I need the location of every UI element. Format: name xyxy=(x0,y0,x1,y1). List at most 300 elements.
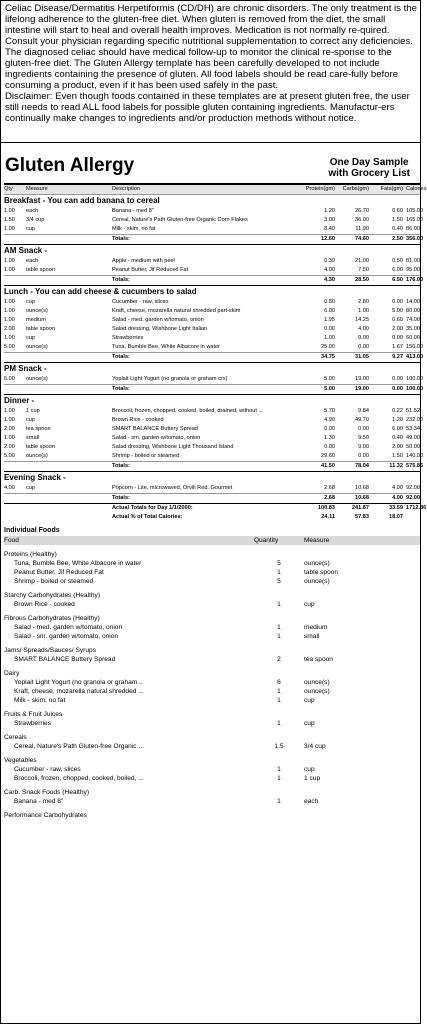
item-fats: 6.00 xyxy=(392,426,403,432)
meal-item-row xyxy=(4,375,424,384)
totals-label: Totals: xyxy=(112,463,130,469)
totals-label: Totals: xyxy=(112,354,130,360)
item-protein: 0.00 xyxy=(324,444,335,450)
item-protein: 25.00 xyxy=(321,344,335,350)
item-measure: table spoon xyxy=(26,326,55,332)
item-fats: 1.20 xyxy=(392,417,403,423)
item-calories: 100.00 xyxy=(406,376,424,382)
food-quantity: 1 xyxy=(277,688,281,695)
col-fats: Fats(gm) xyxy=(380,186,403,192)
item-fats: 0.60 xyxy=(392,208,403,214)
totals-label: Totals: xyxy=(112,495,130,501)
spacer xyxy=(26,276,112,285)
food-item-row xyxy=(4,632,420,641)
meal-item-row xyxy=(4,443,420,452)
total-calories: 575.86 xyxy=(406,463,424,469)
food-quantity: 6 xyxy=(277,679,281,686)
item-qty: 1.00 xyxy=(4,299,15,305)
item-carbs: 4.00 xyxy=(358,326,369,332)
item-description: Brown Rice - cooked xyxy=(112,417,164,423)
item-qty: 1.00 xyxy=(4,435,15,441)
total-carbs: 28.50 xyxy=(355,277,369,283)
food-name: Kraft, cheese, mozarella natural shredded ... xyxy=(14,688,144,695)
item-calories: 95.00 xyxy=(406,267,420,273)
item-calories: 80.00 xyxy=(406,308,420,314)
meal-item-row xyxy=(4,307,420,316)
item-measure: medium xyxy=(26,317,46,323)
food-category: Cereals xyxy=(4,734,27,741)
item-calories: 232.00 xyxy=(406,417,424,423)
meal-section xyxy=(4,195,424,245)
food-measure: cup xyxy=(304,720,315,727)
quantity-col: Quantity xyxy=(254,537,279,544)
total-protein: 12.60 xyxy=(321,236,335,242)
food-quantity: 5 xyxy=(277,578,281,585)
percent-carbs: 57.83 xyxy=(355,514,369,520)
item-protein: 1.95 xyxy=(324,317,335,323)
item-qty: 1.00 xyxy=(4,267,15,273)
item-qty: 6.00 xyxy=(4,376,15,382)
food-item-row xyxy=(4,742,420,751)
item-carbs: 26.70 xyxy=(355,208,369,214)
percent-fats: 18.07 xyxy=(389,514,403,520)
item-description: Shrimp - boiled or steamed xyxy=(112,453,180,459)
item-protein: 5.00 xyxy=(324,376,335,382)
item-description: Apple - medium with peel xyxy=(112,258,175,264)
intro-paragraph: Celiac Disease/Dermatitis Herpetiformis (CD/DH) are chronic disorders. The only treatment is the lifelong adherence to the gluten-free diet. When gluten is removed from the diet, the small intestine will start to heal and overall health improves. Medication is not normally re-quired. Consult your physician regarding specific nutritional supplementation to correct any deficiencies. The diagnosed celiac should have medical follow-up to monitor the clinical re-sponse to the gluten-free diet. The Gluten Allergy template has been carefully developed to not include ingredients containing the presence of gluten. All food labels should be read care-fully before consuming a product, even if it has been used safely in the past. xyxy=(5,3,417,91)
item-measure: cup xyxy=(26,485,36,491)
food-measure: ounce(s) xyxy=(304,578,330,585)
food-quantity: 1 xyxy=(277,720,281,727)
total-carbs: 31.05 xyxy=(355,354,369,360)
meal-title: Lunch - You can add cheese & cucumbers to salad xyxy=(4,287,197,296)
item-measure: cup xyxy=(26,335,36,341)
food-measure: cup xyxy=(304,766,315,773)
item-calories: 150.00 xyxy=(406,344,424,350)
food-measure: ounce(s) xyxy=(304,679,330,686)
food-col: Food xyxy=(4,537,19,544)
item-description: Salad - sm. garden w/tomato, onion xyxy=(112,435,201,441)
item-carbs: 9.00 xyxy=(358,335,369,341)
food-category: Proteins (Healthy) xyxy=(4,551,57,558)
meal-title: Dinner - xyxy=(4,396,35,405)
percent-calories-row xyxy=(4,513,420,522)
item-measure: table spoon xyxy=(26,444,55,450)
food-quantity: 2 xyxy=(277,656,281,663)
item-carbs: 0.00 xyxy=(358,453,369,459)
food-item-row xyxy=(4,719,420,728)
meal-section xyxy=(4,286,424,363)
item-measure: ounce(s) xyxy=(26,308,48,314)
item-fats: 0.50 xyxy=(392,258,403,264)
meal-totals-row xyxy=(4,493,420,503)
item-carbs: 9.84 xyxy=(358,408,369,414)
food-quantity: 1 xyxy=(277,775,281,782)
food-measure: tea spoon xyxy=(304,656,333,663)
item-fats: 2.00 xyxy=(392,326,403,332)
percent-calories-label: Actual % of Total Calories: xyxy=(112,514,183,520)
total-carbs: 10.68 xyxy=(355,495,369,501)
individual-foods-header xyxy=(4,536,420,545)
total-protein: 4.30 xyxy=(324,277,335,283)
meal-totals-row xyxy=(4,461,424,471)
food-name: Cereal, Nature's Path Gluten-free Organic ... xyxy=(14,743,144,750)
spacer xyxy=(4,385,26,394)
item-carbs: 36.00 xyxy=(355,217,369,223)
totals-label: Totals: xyxy=(112,386,130,392)
col-description: Description xyxy=(112,186,140,192)
total-protein: 2.68 xyxy=(324,495,335,501)
spacer xyxy=(4,462,26,471)
meal-item-row xyxy=(4,452,424,461)
food-quantity: 1 xyxy=(277,601,281,608)
item-protein: 1.00 xyxy=(324,335,335,341)
item-description: SMART BALANCE Buttery Spread xyxy=(112,426,198,432)
food-category: Fruits & Fruit Juices xyxy=(4,711,63,718)
food-quantity: 1 xyxy=(277,766,281,773)
item-description: Strawberries xyxy=(112,335,144,341)
meal-title: PM Snack - xyxy=(4,364,47,373)
food-item-row xyxy=(4,559,420,568)
col-carbs: Carbs(gm) xyxy=(342,186,369,192)
diet-sheet xyxy=(1,143,427,820)
meal-item-row xyxy=(4,298,420,307)
total-fats: 2.50 xyxy=(392,236,403,242)
item-fats: 2.00 xyxy=(392,444,403,450)
item-measure: cup xyxy=(26,299,36,305)
item-measure: ounce(s) xyxy=(26,376,48,382)
item-description: Milk - skim, no fat xyxy=(112,226,156,232)
item-description: Tuna, Bumble Bee, White Albacore in water xyxy=(112,344,220,350)
item-carbs: 10.68 xyxy=(355,485,369,491)
food-name: Shrimp - boiled or steamed xyxy=(14,578,94,585)
item-fats: 1.67 xyxy=(392,344,403,350)
food-measure: ounce(s) xyxy=(304,688,330,695)
meal-section xyxy=(4,245,424,286)
item-description: Salad - med. garden w/tomato, onion xyxy=(112,317,204,323)
food-category: Performance Carbohydrates xyxy=(4,812,87,819)
item-description: Peanut Butter, Jif Reduced Fat xyxy=(112,267,189,273)
col-qty: Qty xyxy=(4,186,13,192)
item-fats: 0.00 xyxy=(392,335,403,341)
item-calories: 49.00 xyxy=(406,435,420,441)
food-measure: table spoon xyxy=(304,569,339,576)
meal-item-row xyxy=(4,343,424,352)
food-category: Vegetables xyxy=(4,757,37,764)
food-quantity: 5 xyxy=(277,560,281,567)
meal-section xyxy=(4,395,424,472)
col-measure: Measure xyxy=(26,186,48,192)
food-item-row xyxy=(4,678,420,687)
food-name: Tuna, Bumble Bee, White Albacore in water xyxy=(14,560,142,567)
food-measure: 3/4 cup xyxy=(304,743,326,750)
item-qty: 1.00 xyxy=(4,226,15,232)
intro-text xyxy=(1,1,420,143)
food-item-row xyxy=(4,765,420,774)
meal-title: AM Snack - xyxy=(4,246,48,255)
total-protein: 5.00 xyxy=(324,386,335,392)
day-fats: 33.59 xyxy=(389,505,403,511)
item-protein: 6.00 xyxy=(324,308,335,314)
item-protein: 0.30 xyxy=(324,258,335,264)
item-carbs: 9.00 xyxy=(358,444,369,450)
total-carbs: 78.04 xyxy=(355,463,369,469)
spacer xyxy=(4,494,26,503)
item-fats: 0.00 xyxy=(392,376,403,382)
item-carbs: 0.00 xyxy=(358,426,369,432)
item-measure: 1 cup xyxy=(26,408,40,414)
total-calories: 100.00 xyxy=(406,386,424,392)
spacer xyxy=(4,235,26,244)
item-carbs: 11.90 xyxy=(355,226,369,232)
item-calories: 92.00 xyxy=(406,485,420,491)
item-carbs: 14.25 xyxy=(355,317,369,323)
item-calories: 51.52 xyxy=(406,408,420,414)
total-fats: 4.00 xyxy=(392,495,403,501)
item-fats: 0.40 xyxy=(392,226,403,232)
subtitle xyxy=(328,157,410,179)
page-title: Gluten Allergy xyxy=(5,155,135,176)
item-measure: 3/4 cup xyxy=(26,217,45,223)
item-protein: 5.70 xyxy=(324,408,335,414)
item-protein: 4.90 xyxy=(324,417,335,423)
item-description: Kraft, cheese, mozarella natural shredded part-skim xyxy=(112,308,241,314)
food-item-row xyxy=(4,797,420,806)
food-item-row xyxy=(4,623,420,632)
item-protein: 3.00 xyxy=(324,217,335,223)
item-qty: 2.00 xyxy=(4,426,15,432)
item-calories: 86.00 xyxy=(406,226,420,232)
col-protein: Protein(gm) xyxy=(305,186,335,192)
disclaimer-paragraph: Disclaimer: Even though foods contained in these templates are at present gluten free, the user still needs to read ALL food labels for possible gluten containing ingredients. Manufactur-ers continually make changes to ingredients and/or production methods without notice. xyxy=(5,91,410,124)
meal-title: Evening Snack - xyxy=(4,473,66,482)
item-qty: 1.50 xyxy=(4,217,15,223)
meal-item-row xyxy=(4,425,420,434)
food-name: Yoplait Light Yogurt (no granola or graham... xyxy=(14,679,143,686)
item-qty: 4.00 xyxy=(4,485,15,491)
food-item-row xyxy=(4,774,420,783)
food-name: Salad - med. garden w/tomato, onion xyxy=(14,624,123,631)
meal-item-row xyxy=(4,325,420,334)
total-fats: 6.50 xyxy=(392,277,403,283)
item-description: Cereal, Nature's Path Gluten-free Organic Corn Flakes xyxy=(112,217,248,223)
item-carbs: 9.50 xyxy=(358,435,369,441)
item-qty: 1.00 xyxy=(4,408,15,414)
food-name: Peanut Butter, Jif Reduced Fat xyxy=(14,569,104,576)
item-fats: 0.40 xyxy=(392,435,403,441)
title-bar xyxy=(4,143,420,185)
subtitle-line-2: with Grocery List xyxy=(328,168,410,179)
food-item-row xyxy=(4,600,420,609)
meal-item-row xyxy=(4,207,424,216)
totals-label: Totals: xyxy=(112,277,130,283)
total-carbs: 19.00 xyxy=(355,386,369,392)
item-description: Broccoli, frozen, chopped, cooked, boiled, drained, without ... xyxy=(112,408,264,414)
item-calories: 74.00 xyxy=(406,317,420,323)
item-protein: 0.80 xyxy=(324,299,335,305)
total-fats: 0.00 xyxy=(392,386,403,392)
food-quantity: 1 xyxy=(277,624,281,631)
item-protein: 0.00 xyxy=(324,326,335,332)
meal-item-row xyxy=(4,416,424,425)
day-calories: 1712.86 xyxy=(406,505,427,511)
item-qty: 1.00 xyxy=(4,258,15,264)
spacer xyxy=(4,276,26,285)
food-name: Brown Rice - cooked xyxy=(14,601,75,608)
food-measure: small xyxy=(304,633,320,640)
item-fats: 6.00 xyxy=(392,267,403,273)
food-measure: cup xyxy=(304,601,315,608)
item-protein: 1.30 xyxy=(324,435,335,441)
total-calories: 92.00 xyxy=(406,495,420,501)
food-measure: medium xyxy=(304,624,328,631)
meal-totals-row xyxy=(4,234,424,244)
food-name: Milk - skim, no fat xyxy=(14,697,66,704)
food-measure: 1 cup xyxy=(304,775,321,782)
item-qty: 1.00 xyxy=(4,317,15,323)
item-calories: 14.00 xyxy=(406,299,420,305)
food-name: Strawberries xyxy=(14,720,52,727)
item-fats: 0.00 xyxy=(392,299,403,305)
food-category: Jams/ Spreads/Sauces/ Syrups xyxy=(4,647,96,654)
meal-totals-row xyxy=(4,384,424,394)
item-calories: 105.00 xyxy=(406,208,424,214)
item-qty: 1.00 xyxy=(4,308,15,314)
meals-table xyxy=(4,195,424,504)
total-calories: 356.00 xyxy=(406,236,424,242)
meal-section xyxy=(4,363,424,395)
item-measure: cup xyxy=(26,417,36,423)
food-quantity: 1 xyxy=(277,697,281,704)
item-protein: 0.00 xyxy=(324,426,335,432)
food-item-row xyxy=(4,696,420,705)
individual-foods-title: Individual Foods xyxy=(4,527,60,534)
percent-protein: 24.11 xyxy=(321,514,335,520)
food-category: Carb. Snack Foods (Healthy) xyxy=(4,789,90,796)
food-name: Cucumber - raw, slices xyxy=(14,766,81,773)
item-protein: 4.00 xyxy=(324,267,335,273)
meal-item-row xyxy=(4,484,420,493)
meal-item-row xyxy=(4,407,420,416)
spacer xyxy=(26,353,112,362)
food-quantity: 1 xyxy=(277,569,281,576)
measure-col: Measure xyxy=(304,537,330,544)
food-measure: each xyxy=(304,798,319,805)
item-description: Banana - med 8" xyxy=(112,208,154,214)
food-name: Salad - sm. garden w/tomato, onion xyxy=(14,633,119,640)
item-description: Yoplait Light Yogurt (no granola or graham crx) xyxy=(112,376,228,382)
item-calories: 53.34 xyxy=(406,426,420,432)
item-qty: 5.00 xyxy=(4,453,15,459)
item-qty: 1.00 xyxy=(4,335,15,341)
item-measure: ounce(s) xyxy=(26,344,48,350)
meal-item-row xyxy=(4,434,420,443)
meal-totals-row xyxy=(4,275,424,285)
item-carbs: 19.00 xyxy=(355,376,369,382)
day-protein: 100.83 xyxy=(317,505,335,511)
food-item-row xyxy=(4,568,420,577)
item-description: Popcorn - Lite, microwaved, Orvill Red. Gourmet xyxy=(112,485,233,491)
spacer xyxy=(26,494,112,503)
day-totals-row xyxy=(4,504,427,513)
spacer xyxy=(26,235,112,244)
item-measure: table spoon xyxy=(26,267,55,273)
item-measure: tea spoon xyxy=(26,426,51,432)
item-qty: 1.00 xyxy=(4,208,15,214)
item-calories: 140.00 xyxy=(406,453,424,459)
item-fats: 1.50 xyxy=(392,217,403,223)
total-calories: 176.00 xyxy=(406,277,424,283)
food-item-row xyxy=(4,655,420,664)
meal-item-row xyxy=(4,334,420,343)
item-description: Cucumber - raw, slices xyxy=(112,299,169,305)
food-category: Dairy xyxy=(4,670,20,677)
meal-section xyxy=(4,472,420,504)
col-calories: Calories xyxy=(406,186,427,192)
meal-item-row xyxy=(4,225,420,234)
meal-item-row xyxy=(4,257,420,266)
day-carbs: 241.87 xyxy=(351,505,369,511)
item-description: Salad dressing, Wishbone Light Thousand Island xyxy=(112,444,234,450)
item-measure: cup xyxy=(26,226,36,232)
item-protein: 1.20 xyxy=(324,208,335,214)
food-category: Fibrous Carbohydrates (Healthy) xyxy=(4,615,100,622)
total-fats: 11.32 xyxy=(389,463,403,469)
subtitle-line-1: One Day Sample xyxy=(329,157,409,168)
item-calories: 81.00 xyxy=(406,258,420,264)
item-calories: 60.00 xyxy=(406,335,420,341)
food-quantity: 1 xyxy=(277,633,281,640)
food-quantity: 1 xyxy=(277,798,281,805)
total-fats: 9.27 xyxy=(392,354,403,360)
food-name: Broccoli, frozen, chopped, cooked, boiled, ... xyxy=(14,775,144,782)
food-name: SMART BALANCE Buttery Spread xyxy=(14,656,116,663)
meal-item-row xyxy=(4,216,424,225)
item-calories: 35.00 xyxy=(406,326,420,332)
item-carbs: 21.00 xyxy=(355,258,369,264)
food-category: Starchy Carbohydrates (Healthy) xyxy=(4,592,101,599)
item-carbs: 1.00 xyxy=(358,308,369,314)
item-fats: 0.22 xyxy=(392,408,403,414)
item-carbs: 49.70 xyxy=(355,417,369,423)
food-quantity: 1.5 xyxy=(274,743,284,750)
item-protein: 29.60 xyxy=(321,453,335,459)
spacer xyxy=(26,385,112,394)
column-header xyxy=(4,185,427,195)
totals-label: Totals: xyxy=(112,236,130,242)
item-carbs: 7.50 xyxy=(358,267,369,273)
item-measure: ounce(s) xyxy=(26,453,48,459)
meal-totals-row xyxy=(4,352,424,362)
individual-foods-list xyxy=(4,550,420,820)
item-carbs: 2.80 xyxy=(358,299,369,305)
item-qty: 2.00 xyxy=(4,326,15,332)
total-carbs: 74.60 xyxy=(355,236,369,242)
food-measure: ounce(s) xyxy=(304,560,330,567)
food-item-row xyxy=(4,577,420,586)
item-measure: each xyxy=(26,208,39,214)
item-measure: small xyxy=(26,435,40,441)
item-measure: each xyxy=(26,258,39,264)
item-description: Salad dressing, Wishbone Light Italian xyxy=(112,326,208,332)
item-protein: 8.40 xyxy=(324,226,335,232)
meal-title: Breakfast - You can add banana to cereal xyxy=(4,196,160,205)
spacer xyxy=(26,462,112,471)
total-calories: 413.00 xyxy=(406,354,424,360)
item-calories: 50.00 xyxy=(406,444,420,450)
food-measure: cup xyxy=(304,697,315,704)
item-qty: 2.00 xyxy=(4,444,15,450)
